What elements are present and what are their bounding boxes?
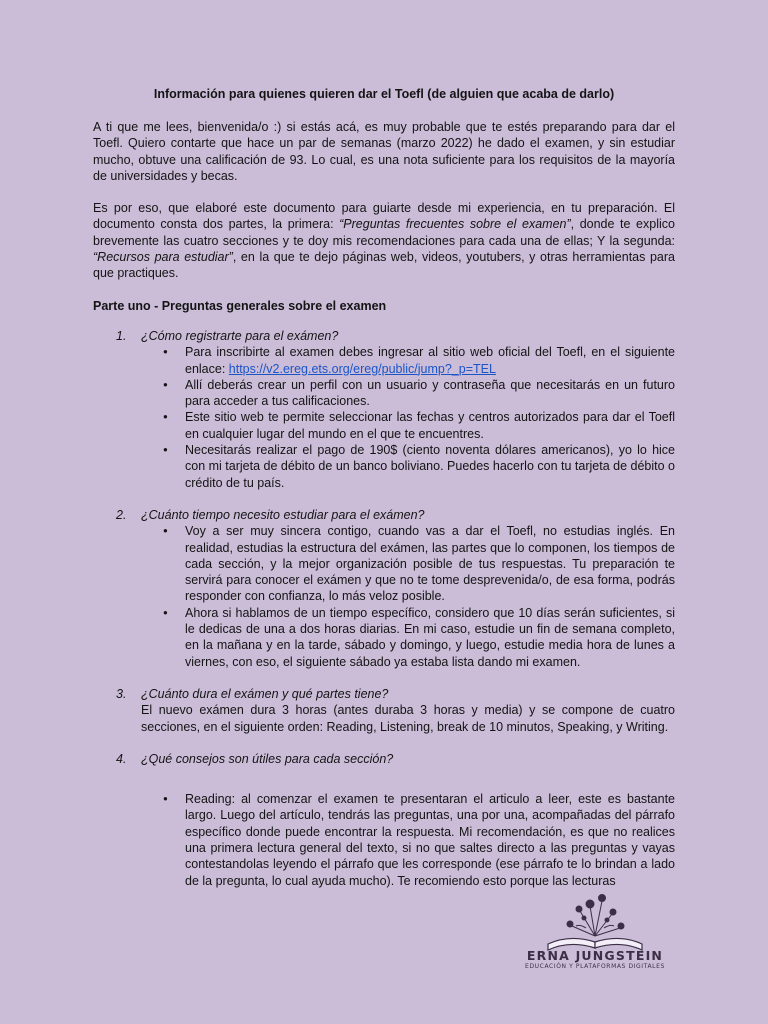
- question-text: ¿Cómo registrarte para el exámen?: [141, 328, 339, 343]
- bullet-list: [93, 523, 675, 670]
- intro-p2-part-two-title: “Recursos para estudiar”: [93, 250, 233, 265]
- list-item: ● Allí deberás crear un perfil con un usuario y contraseña que necesitarás en un futuro para acceder a tus calificaciones.: [185, 377, 675, 410]
- question-text: ¿Cuánto dura el exámen y qué partes tiene?: [141, 686, 389, 701]
- question-number: 2.: [116, 507, 127, 522]
- bullet-text: Para inscribirte al examen debes ingresar al sitio web oficial del Toefl, en el siguiente enlace:: [185, 345, 675, 376]
- answer-text: El nuevo exámen dura 3 horas (antes duraba 3 horas y media) y se compone de cuatro secciones, en el siguiente orden: Reading, Listening, break de 10 minutos, Speaking, y Writing.: [141, 703, 675, 734]
- list-item: ● Este sitio web te permite seleccionar las fechas y centros autorizados para dar el Toefl en cualquier lugar del mundo en el que te encuentres.: [185, 409, 675, 442]
- list-item: [185, 344, 675, 377]
- brand-name: ERNA JUNGSTEIN: [526, 948, 664, 963]
- intro-p2-text-e: , en la que te dejo páginas web, videos, youtubers, y otras herramientas para que practiques.: [93, 250, 675, 281]
- bullet-list: [93, 791, 675, 889]
- document-title: Información para quienes quieren dar el Toefl (de alguien que acaba de darlo): [153, 87, 615, 101]
- list-item: ● Reading: al comenzar el examen te presentaran el articulo a leer, este es bastante largo. Luego del artículo, tendrás las preguntas, una por una, acompañadas del párrafo específico donde puede encontrar la respuesta. Mi recomendación, es que no realices una primera lectura general del texto, si no que saltes directo a las preguntas y vayas contestandolas leyendo el párrafo que les corresponde (ese párrafo te lo brindan a lado de la pregunta, lo cual ayuda mucho). Te recomiendo esto porque las lecturas: [185, 791, 675, 889]
- question-number: 1.: [116, 328, 127, 343]
- intro-p2-part-one-title: “Preguntas frecuentes sobre el examen”: [339, 217, 571, 232]
- question-number: 3.: [116, 686, 127, 701]
- bullet-list: [93, 344, 675, 491]
- list-item: ● Necesitarás realizar el pago de 190$ (ciento noventa dólares americanos), yo lo hice con mi tarjeta de débito de un banco boliviano. Puedes hacerlo con tu tarjeta de débito o crédito de tu país.: [185, 442, 675, 491]
- intro-p2-text-c: , donde te explico brevemente las cuatro secciones y te doy mis recomendaciones para cada una de ellas; Y la segunda:: [93, 217, 675, 248]
- question-2: [93, 507, 675, 670]
- part-one-heading: Parte uno - Preguntas generales sobre el examen: [93, 298, 387, 313]
- question-4: [93, 751, 675, 889]
- list-item: ● Voy a ser muy sincera contigo, cuando vas a dar el Toefl, no estudias inglés. En realidad, estudias la estructura del exámen, las partes que lo componen, los tiempos de cada sección, y la mejor organización posible de tus respuestas. Tu preparación te servirá para conocer el exámen y que no te tome desprevenida/o, de esa forma, podrás responder con confianza, lo más veloz posible.: [185, 523, 675, 604]
- intro-paragraph-2: [93, 200, 675, 281]
- question-1: [93, 328, 675, 491]
- flower-bouquet-icon: [567, 895, 624, 937]
- intro-paragraph-1: A ti que me lees, bienvenida/o :) si estás acá, es muy probable que te estés preparando para dar el Toefl. Quiero contarte que hace un par de semanas (marzo 2022) he dado el examen, y sin estudiar mucho, obtuve una calificación de 93. Lo cual, es una nota suficiente para los requisitos de la mayoría de universidades y becas.: [93, 120, 675, 183]
- question-text: ¿Qué consejos son útiles para cada sección?: [141, 751, 394, 766]
- list-item: ● Ahora si hablamos de un tiempo específico, considero que 10 días serán suficientes, si le dedicas de una a dos horas diarias. En mi caso, estudie un fin de semana completo, en la mañana y en la tarde, sábado y domingo, y luego, estudie media hora de lunes a viernes, con eso, el siguiente sábado ya estaba lista dando mi examen.: [185, 605, 675, 670]
- question-text: ¿Cuánto tiempo necesito estudiar para el exámen?: [141, 507, 425, 522]
- intro-p2-text-a: Es por eso, que elaboré este documento para guiarte desde mi experiencia, en tu preparación. El documento consta dos partes, la primera:: [93, 201, 675, 232]
- question-3: [93, 686, 675, 735]
- brand-tagline: EDUCACIÓN Y PLATAFORMAS DIGITALES: [525, 963, 665, 970]
- toefl-registration-link[interactable]: https://v2.ereg.ets.org/ereg/public/jump?_p=TEL: [228, 361, 496, 376]
- document-body: [93, 119, 675, 889]
- question-number: 4.: [116, 751, 127, 766]
